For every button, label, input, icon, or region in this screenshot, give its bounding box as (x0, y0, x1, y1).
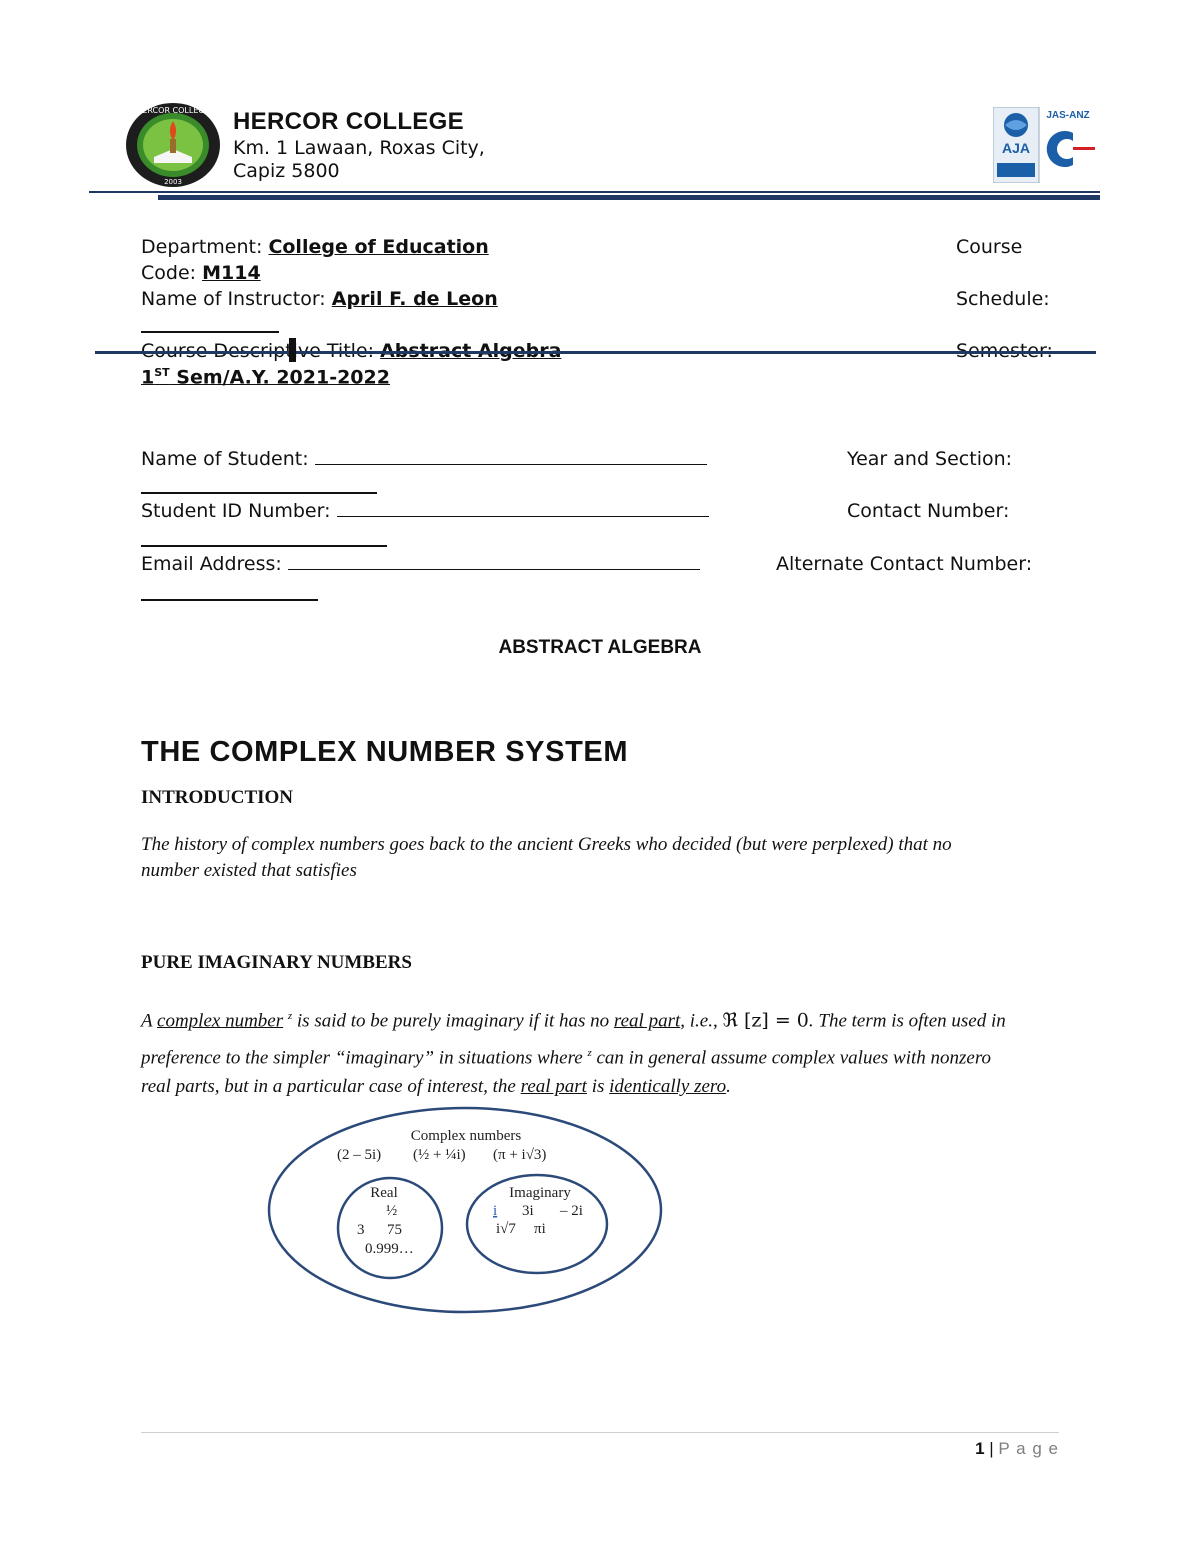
college-logo (124, 101, 222, 189)
imag-item-neg2i: – 2i (560, 1203, 583, 1219)
code-label: Code: (141, 262, 197, 284)
department-value: College of Education (268, 236, 489, 258)
p2-text-a: preference to the simpler “imaginary” in situations where (141, 1047, 588, 1069)
schedule-blank (141, 331, 279, 333)
course-label: Course (956, 236, 1023, 258)
p1-text-b: is said to be purely imaginary if it has no (292, 1010, 614, 1032)
student-id-label: Student ID Number: (141, 500, 331, 522)
email-label: Email Address: (141, 553, 282, 575)
department-row (141, 236, 489, 258)
header-rule-thin (89, 191, 1100, 193)
main-title: THE COMPLEX NUMBER SYSTEM (141, 736, 629, 768)
intro-text-line-2: number existed that satisfies (141, 860, 357, 881)
code-value: M114 (202, 262, 261, 284)
student-id-field[interactable] (337, 500, 709, 517)
address-line-2: Capiz 5800 (233, 160, 340, 182)
page-number: 1 (975, 1439, 985, 1458)
instructor-label: Name of Instructor: (141, 288, 326, 310)
email-row (141, 553, 700, 575)
complex-example-3: (π + i√3) (493, 1147, 547, 1163)
alt-contact-label: Alternate Contact Number: (776, 553, 1033, 575)
real-item-half: ½ (386, 1203, 398, 1219)
p2-text-b: can in general assume complex values with nonzero (591, 1047, 992, 1069)
footer-rule (141, 1432, 1059, 1433)
semester-value (141, 366, 390, 388)
year-section-field[interactable] (141, 492, 377, 494)
real-part-link-2[interactable]: real part (520, 1075, 587, 1097)
p2-z: z (587, 1047, 592, 1060)
p3-text-c: . (726, 1075, 731, 1097)
header-rule-thick (158, 195, 1100, 200)
instructor-value: April F. de Leon (331, 288, 498, 310)
code-row (141, 262, 261, 284)
student-name-field[interactable] (315, 448, 707, 465)
intro-text-line-1: The history of complex numbers goes back to the ancient Greeks who decided (but were perplexed) that no (141, 834, 952, 855)
p3-text-b: is (586, 1075, 610, 1097)
certification-logos (993, 107, 1098, 183)
schedule-label: Schedule: (956, 288, 1050, 310)
pure-imaginary-paragraph (141, 1000, 1081, 1099)
real-item-0999: 0.999… (365, 1241, 414, 1257)
complex-label: Complex numbers (410, 1128, 522, 1144)
pure-imaginary-heading: PURE IMAGINARY NUMBERS (141, 952, 412, 973)
page-footer (975, 1439, 1059, 1459)
p1-text-a: A (141, 1010, 158, 1032)
real-part-link-1[interactable]: real part (613, 1010, 681, 1032)
email-field[interactable] (288, 553, 700, 570)
cert-badge-2: JAS-ANZ (1046, 110, 1090, 121)
department-label: Department: (141, 236, 263, 258)
intro-text (141, 832, 1071, 884)
cert-badge-1: AJA (1001, 140, 1031, 156)
logo-year: 2003 (164, 178, 182, 186)
subject-heading: ABSTRACT ALGEBRA (498, 637, 702, 658)
student-name-label: Name of Student: (141, 448, 309, 470)
intro-heading: INTRODUCTION (141, 787, 294, 808)
p1-text-c: , i.e., (680, 1010, 723, 1032)
imag-item-3i: 3i (522, 1203, 534, 1219)
student-name-row (141, 448, 707, 470)
school-name: HERCOR COLLEGE (233, 108, 464, 135)
contact-label: Contact Number: (847, 500, 1010, 522)
student-id-row (141, 500, 709, 522)
complex-number-link[interactable]: complex number (157, 1010, 284, 1032)
alt-contact-field[interactable] (141, 599, 318, 601)
complex-numbers-diagram (265, 1104, 665, 1316)
p1-z: z (287, 1010, 293, 1022)
identically-zero-link[interactable]: identically zero (609, 1075, 727, 1097)
semester-value-post: Sem/A.Y. 2021-2022 (169, 366, 390, 389)
imag-item-i: i (493, 1203, 498, 1219)
imag-item-isqrt7: i√7 (496, 1221, 516, 1237)
semester-value-pre: 1 (141, 366, 155, 389)
logo-ring-text: HERCOR COLLEGE (136, 106, 210, 115)
real-part-formula: ℜ [z] = 0 (722, 1009, 809, 1032)
instructor-row (141, 288, 498, 310)
real-label: Real (370, 1185, 398, 1201)
complex-example-1: (2 – 5i) (337, 1147, 382, 1163)
p1-text-d: . The term is often used in (808, 1010, 1006, 1032)
real-item-3: 3 (357, 1222, 365, 1238)
strike-rule (95, 351, 1096, 354)
page-separator: | (984, 1439, 999, 1458)
imag-item-pii: πi (534, 1221, 546, 1237)
complex-example-2: (½ + ¼i) (413, 1147, 466, 1163)
page-word: P a g e (998, 1439, 1059, 1458)
semester-value-sup: ST (154, 366, 170, 379)
year-section-label: Year and Section: (847, 448, 1013, 470)
address-line-1: Km. 1 Lawaan, Roxas City, (233, 137, 485, 159)
p3-text-a: real parts, but in a particular case of interest, the (141, 1075, 521, 1097)
contact-field[interactable] (141, 545, 387, 547)
imaginary-label: Imaginary (509, 1185, 571, 1201)
real-item-75: 75 (387, 1222, 402, 1238)
text-cursor (289, 338, 296, 362)
